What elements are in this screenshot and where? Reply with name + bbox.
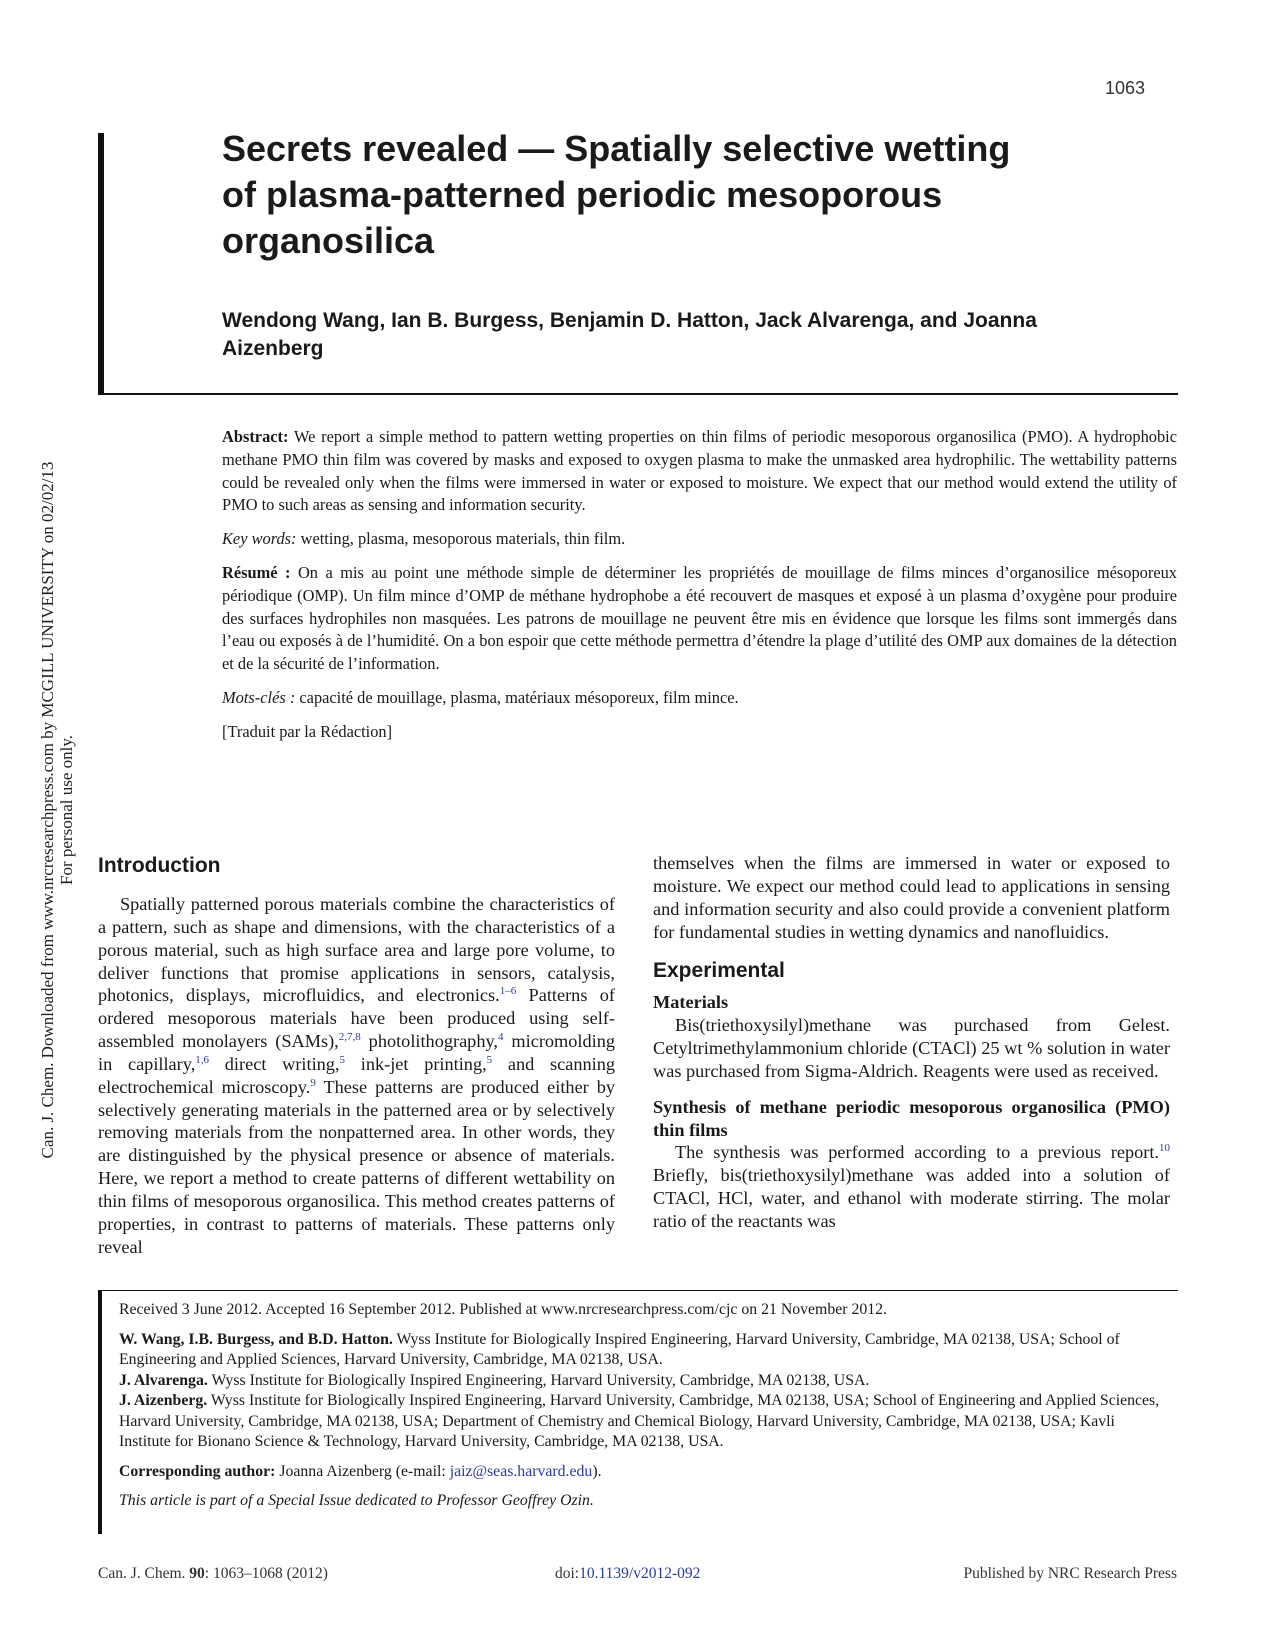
doi-label: doi:	[555, 1565, 580, 1582]
left-column	[98, 852, 615, 1259]
title-accent-bar	[98, 133, 104, 395]
intro-heading: Introduction	[98, 854, 221, 877]
abstract-label: Abstract:	[222, 427, 289, 446]
intro-text-6: ink-jet printing,	[345, 1053, 487, 1074]
resume-label: Résumé :	[222, 562, 291, 582]
footnotes	[119, 1300, 1164, 1512]
publisher: Published by NRC Research Press	[963, 1565, 1177, 1582]
corresponding-author	[119, 1462, 1164, 1483]
intro-paragraph	[98, 893, 615, 1259]
materials-heading: Materials	[653, 992, 729, 1013]
footnote-accent-bar	[98, 1291, 102, 1534]
keywords-label: Key words:	[222, 529, 297, 549]
citation-ref[interactable]: 9	[310, 1076, 316, 1089]
materials-paragraph: Bis(triethoxysilyl)methane was purchased from Gelest. Cetyltrimethylammonium chloride (CTACl) 25 wt % solution in water was purchased from Sigma-Aldrich. Reagents were used as received.	[653, 1015, 1170, 1081]
motscles-text: capacité de mouillage, plasma, matériaux mésoporeux, film mince.	[299, 687, 739, 707]
sidebar-line-1: Can. J. Chem. Downloaded from www.nrcresearchpress.com by MCGILL UNIVERSITY on 02/02/13	[38, 461, 57, 1159]
synthesis-heading: Synthesis of methane periodic mesoporous organosilica (PMO) thin films	[653, 1096, 1170, 1140]
special-issue-note: This article is part of a Special Issue dedicated to Professor Geoffrey Ozin.	[119, 1492, 594, 1509]
citation-ref[interactable]: 5	[339, 1053, 346, 1066]
corresponding-end: ).	[592, 1462, 602, 1480]
corresponding-email-link[interactable]: jaiz@seas.harvard.edu	[449, 1462, 593, 1480]
doi	[555, 1565, 700, 1583]
right-column	[653, 852, 1170, 1233]
affiliation-names: W. Wang, I.B. Burgess, and B.D. Hatton.	[119, 1330, 393, 1348]
synthesis-text-1: The synthesis was performed according to a previous report.	[675, 1142, 1159, 1163]
intro-text-4: micromolding in capillary,	[98, 1031, 615, 1074]
footnote-divider	[98, 1290, 1178, 1291]
citation-ref[interactable]: 4	[498, 1030, 504, 1043]
intro-text-3: photolithography,	[360, 1031, 498, 1052]
citation-ref[interactable]: 1,6	[195, 1053, 210, 1066]
journal-pages: : 1063–1068 (2012)	[204, 1565, 328, 1582]
intro-text-7: and scanning electrochemical microscopy.	[98, 1053, 615, 1097]
resume-paragraph	[222, 562, 1177, 676]
intro-text-2: Patterns of ordered mesoporous materials have been produced using self-assembled monolayers (SAMs),	[98, 985, 616, 1052]
intro-continued: themselves when the films are immersed in water or exposed to moisture. We expect our method could lead to applications in sensing and information security and also could provide a convenient platform for fundamental studies in wetting dynamics and nanofluidics.	[653, 853, 1170, 942]
journal-citation	[98, 1565, 328, 1583]
sidebar-line-2: For personal use only.	[57, 735, 76, 885]
synthesis-paragraph	[653, 1141, 1170, 1232]
citation-ref[interactable]: 5	[486, 1053, 493, 1066]
intro-text-8: These patterns are produced either by selectively generating materials in the patterned area or by selectively removing materials from the nonpatterned area. In other words, they are distinguished by the physical presence or absence of materials. Here, we report a method to create patterns of different wettability on thin films of mesoporous organosilica. This method creates patterns of properties, in contrast to patterns of materials. These patterns only reveal	[98, 1076, 616, 1257]
keywords-text: wetting, plasma, mesoporous materials, thin film.	[300, 529, 626, 549]
affiliation-names: J. Aizenberg.	[119, 1392, 208, 1409]
motscles-label: Mots-clés :	[222, 687, 296, 707]
keywords-paragraph	[222, 528, 1177, 551]
abstract-paragraph	[222, 426, 1177, 517]
affiliation-3	[119, 1391, 1164, 1453]
page-number: 1063	[1104, 78, 1145, 98]
citation-ref[interactable]: 2,7,8	[338, 1030, 361, 1043]
affiliation-text: Wyss Institute for Biologically Inspired Engineering, Harvard University, Cambridge, MA 02138, USA.	[207, 1371, 870, 1389]
intro-text-5: direct writing,	[209, 1053, 340, 1074]
abstract-block	[222, 426, 1177, 755]
affiliation-text: Wyss Institute for Biologically Inspired Engineering, Harvard University, Cambridge, MA 02138, USA; School of Engineering and Applied Sciences, Harvard University, Cambridge, MA 02138, USA; Department of Chemistry and Chemical Biology, Harvard University, Cambridge, MA 02138, USA; Kavli Institute for Bionano Science & Technology, Harvard University, Cambridge, MA 02138, USA.	[119, 1392, 1160, 1450]
translation-note: [Traduit par la Rédaction]	[222, 721, 393, 741]
citation-ref[interactable]: 1–6	[499, 985, 517, 998]
affiliation-names: J. Alvarenga.	[119, 1371, 208, 1389]
synthesis-text-2: Briefly, bis(triethoxysilyl)methane was added into a solution of CTACl, HCl, water, and ethanol with moderate stirring. The molar ratio of the reactants was	[653, 1165, 1170, 1231]
download-sidebar	[38, 370, 76, 1250]
abstract-text: We report a simple method to pattern wetting properties on thin films of periodic mesoporous organosilica (PMO). A hydrophobic methane PMO thin film was covered by masks and exposed to oxygen plasma to make the unmasked area hydrophilic. The wettability patterns could be revealed only when the films were immersed in water or exposed to moisture. We expect that our method would extend the utility of PMO to such areas as sensing and information security.	[222, 427, 1177, 515]
paper-title: Secrets revealed — Spatially selective wetting of plasma-patterned periodic mesoporous organosilica	[222, 128, 1011, 261]
journal-volume: 90	[189, 1565, 205, 1582]
experimental-heading: Experimental	[653, 959, 785, 983]
resume-text: On a mis au point une méthode simple de déterminer les propriétés de mouillage de films minces d’organosilice mésoporeux périodique (OMP). Un film mince d’OMP de méthane hydrophobe a été recouvert de masques et exposé à un plasma d’oxygène pour produire des surfaces hydrophiles non masquées. Les patrons de mouillage ne peuvent être mis en évidence que lorsque les films sont immergés dans l’eau ou exposés à de l’humidité. On a bon espoir que cette méthode permettra d’étendre la plage d’utilité des OMP aux domaines de la détection et de la sécurité de l’information.	[222, 562, 1177, 674]
citation-ref[interactable]: 10	[1159, 1142, 1170, 1155]
doi-link[interactable]: 10.1139/v2012-092	[579, 1565, 701, 1582]
affiliation-2	[119, 1371, 1164, 1392]
affiliation-1	[119, 1330, 1164, 1371]
corresponding-label: Corresponding author:	[119, 1462, 276, 1480]
motscles-paragraph	[222, 687, 1177, 710]
journal-name: Can. J. Chem.	[98, 1565, 190, 1582]
title-divider	[98, 393, 1178, 395]
corresponding-name: Joanna Aizenberg (e-mail:	[275, 1462, 450, 1480]
affiliation-text: Wyss Institute for Biologically Inspired Engineering, Harvard University, Cambridge, MA 02138, USA; School of Engineering and Applied Sciences, Harvard University, Cambridge, MA 02138, USA.	[119, 1330, 1120, 1368]
received-dates: Received 3 June 2012. Accepted 16 September 2012. Published at www.nrcresearchpress.com/cjc on 21 November 2012.	[119, 1301, 887, 1318]
intro-text-1: Spatially patterned porous materials combine the characteristics of a pattern, such as shape and dimensions, with the characteristics of a porous material, such as high surface area and large pore volume, to deliver functions that promise applications in sensors, catalysis, photonics, displays, microfluidics, and electronics.	[98, 894, 615, 1006]
author-list: Wendong Wang, Ian B. Burgess, Benjamin D. Hatton, Jack Alvarenga, and Joanna Aizenberg	[222, 309, 1037, 360]
